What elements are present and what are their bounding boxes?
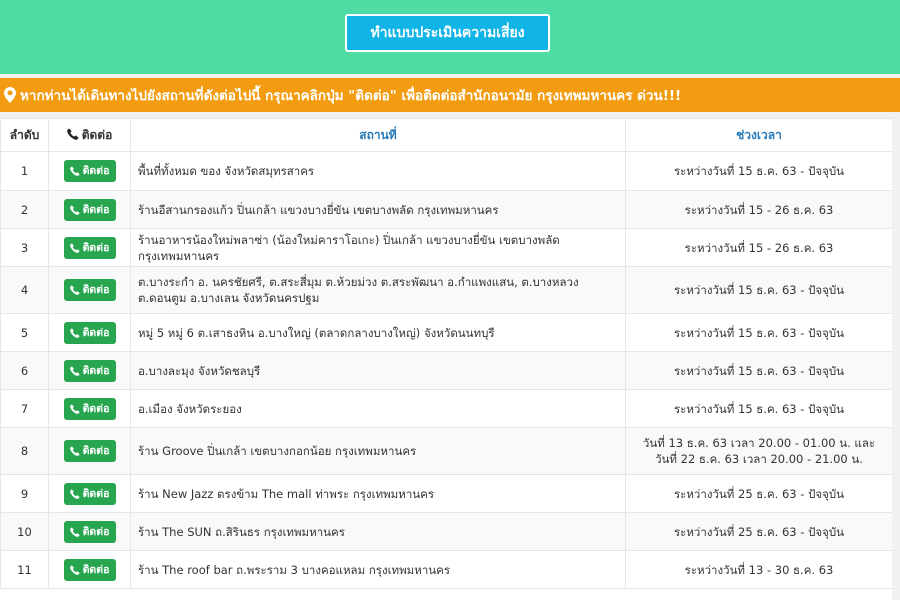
place-cell: อ.เมือง จังหวัดระยอง: [131, 390, 626, 428]
contact-cell: [49, 428, 131, 475]
contact-cell: [49, 352, 131, 390]
contact-cell: [49, 152, 131, 191]
contact-button[interactable]: [64, 199, 116, 221]
phone-icon: [70, 489, 80, 499]
phone-icon: [70, 243, 80, 253]
time-cell: ระหว่างวันที่ 15 ธ.ค. 63 - ปัจจุบัน: [626, 352, 893, 390]
row-number: 4: [1, 267, 49, 314]
time-cell: ระหว่างวันที่ 15 ธ.ค. 63 - ปัจจุบัน: [626, 390, 893, 428]
row-number: 11: [1, 551, 49, 589]
table-row: [1, 314, 893, 352]
time-cell: ระหว่างวันที่ 15 ธ.ค. 63 - ปัจจุบัน: [626, 152, 893, 191]
table-row: [1, 191, 893, 229]
table-row: [1, 152, 893, 191]
contact-button[interactable]: [64, 322, 116, 344]
contact-button-label[interactable]: ติดต่อ: [82, 326, 110, 339]
table-row: [1, 513, 893, 551]
place-cell: ร้าน New Jazz ตรงข้าม The mall ท่าพระ กรุงเทพมหานคร: [131, 475, 626, 513]
place-cell: ร้าน The SUN ถ.สิรินธร กรุงเทพมหานคร: [131, 513, 626, 551]
contact-button[interactable]: [64, 440, 116, 462]
phone-icon: [70, 166, 80, 176]
contact-button-label[interactable]: ติดต่อ: [82, 165, 110, 177]
locations-table: [0, 118, 892, 600]
time-cell: ระหว่างวันที่ 15 ธ.ค. 63 - ปัจจุบัน: [626, 267, 893, 314]
contact-button-label[interactable]: ติดต่อ: [82, 284, 110, 296]
time-cell: ระหว่างวันที่ 15 ธ.ค. 63 - ปัจจุบัน: [626, 314, 893, 352]
place-cell: พื้นที่ทั้งหมด ของ จังหวัดสมุทรสาคร: [131, 152, 626, 191]
contact-button[interactable]: [64, 279, 116, 301]
contact-button-label[interactable]: ติดต่อ: [82, 525, 110, 538]
contact-button-label[interactable]: ติดต่อ: [82, 563, 110, 576]
header-contact: [49, 119, 131, 152]
time-cell: ระหว่างวันที่ 15 - 26 ธ.ค. 63: [626, 191, 893, 229]
contact-button-label[interactable]: ติดต่อ: [82, 364, 110, 377]
contact-cell: [49, 267, 131, 314]
alert-banner: [0, 78, 900, 112]
map-marker-icon: [4, 87, 16, 103]
time-cell: ระหว่างวันที่ 15 - 26 ธ.ค. 63: [626, 229, 893, 267]
row-number: 3: [1, 229, 49, 267]
row-number: 2: [1, 191, 49, 229]
contact-cell: [49, 390, 131, 428]
phone-icon: [70, 446, 80, 456]
contact-cell: [49, 551, 131, 589]
row-number: 8: [1, 428, 49, 475]
risk-assessment-button[interactable]: ทำแบบประเมินความเสี่ยง: [345, 14, 550, 52]
table-row: [1, 390, 893, 428]
contact-cell: [49, 475, 131, 513]
contact-button[interactable]: [64, 398, 116, 420]
place-cell: ร้าน Groove ปิ่นเกล้า เขตบางกอกน้อย กรุงเทพมหานคร: [131, 428, 626, 475]
place-cell: ร้านอีสานกรองแก้ว ปิ่นเกล้า แขวงบางยี่ขัน เขตบางพลัด กรุงเทพมหานคร: [131, 191, 626, 229]
contact-button[interactable]: [64, 360, 116, 382]
contact-button-label[interactable]: ติดต่อ: [82, 445, 110, 457]
phone-icon: [70, 565, 80, 575]
place-cell: ร้าน The roof bar ถ.พระราม 3 บางคอแหลม กรุงเทพมหานคร: [131, 551, 626, 589]
time-cell: ระหว่างวันที่ 13 - 30 ธ.ค. 63: [626, 551, 893, 589]
row-number: 5: [1, 314, 49, 352]
table-header-row: [1, 119, 893, 152]
alert-text: หากท่านได้เดินทางไปยังสถานที่ดังต่อไปนี้ กรุณาคลิกปุ่ม "ติดต่อ" เพื่อติดต่อสำนักอนามัย กรุงเทพมหานคร ด่วน!!!: [20, 88, 682, 104]
contact-button-label[interactable]: ติดต่อ: [82, 241, 110, 254]
table-row: [1, 267, 893, 314]
phone-icon: [67, 128, 79, 140]
row-number: 1: [1, 152, 49, 191]
contact-cell: [49, 314, 131, 352]
top-banner: [0, 0, 900, 74]
table-row: [1, 551, 893, 589]
header-no: ลำดับ: [1, 119, 49, 152]
contact-cell: [49, 191, 131, 229]
contact-button[interactable]: [64, 483, 116, 505]
row-number: 10: [1, 513, 49, 551]
phone-icon: [70, 527, 80, 537]
phone-icon: [70, 328, 80, 338]
contact-cell: [49, 229, 131, 267]
contact-button-label[interactable]: ติดต่อ: [82, 487, 110, 500]
phone-icon: [70, 205, 80, 215]
place-cell: ร้านอาหารน้องใหม่พลาซ่า (น้องใหม่คาราโอเกะ) ปิ่นเกล้า แขวงบางยี่ขัน เขตบางพลัด กรุงเทพมหานคร: [131, 229, 626, 267]
table-row: [1, 352, 893, 390]
row-number: 9: [1, 475, 49, 513]
header-time: ช่วงเวลา: [626, 119, 893, 152]
place-cell: หมู่ 5 หมู่ 6 ต.เสาธงหิน อ.บางใหญ่ (ตลาดกลางบางใหญ่) จังหวัดนนทบุรี: [131, 314, 626, 352]
contact-button[interactable]: [64, 160, 116, 182]
place-cell: ต.บางระกำ อ. นครชัยศรี, ต.สระสี่มุม ต.ห้วยม่วง ต.สระพัฒนา อ.กำแพงแสน, ต.บางหลวง ต.ดอนตูม อ.บางเลน จังหวัดนครปฐม: [131, 267, 626, 314]
contact-button[interactable]: [64, 237, 116, 259]
place-cell: อ.บางละมุง จังหวัดชลบุรี: [131, 352, 626, 390]
contact-button[interactable]: [64, 559, 116, 581]
contact-button[interactable]: [64, 521, 116, 543]
time-cell: ระหว่างวันที่ 25 ธ.ค. 63 - ปัจจุบัน: [626, 475, 893, 513]
contact-cell: [49, 513, 131, 551]
row-number: 6: [1, 352, 49, 390]
time-cell: วันที่ 13 ธ.ค. 63 เวลา 20.00 - 01.00 น. และ วันที่ 22 ธ.ค. 63 เวลา 20.00 - 21.00 น.: [626, 428, 893, 475]
header-place: สถานที่: [131, 119, 626, 152]
table-row: [1, 475, 893, 513]
table-row: [1, 229, 893, 267]
phone-icon: [70, 366, 80, 376]
header-contact-label: ติดต่อ: [81, 127, 113, 142]
contact-button-label[interactable]: ติดต่อ: [82, 203, 110, 216]
contact-button-label[interactable]: ติดต่อ: [82, 402, 110, 415]
time-cell: ระหว่างวันที่ 25 ธ.ค. 63 - ปัจจุบัน: [626, 513, 893, 551]
phone-icon: [70, 404, 80, 414]
phone-icon: [70, 285, 80, 295]
table-row: [1, 428, 893, 475]
row-number: 7: [1, 390, 49, 428]
